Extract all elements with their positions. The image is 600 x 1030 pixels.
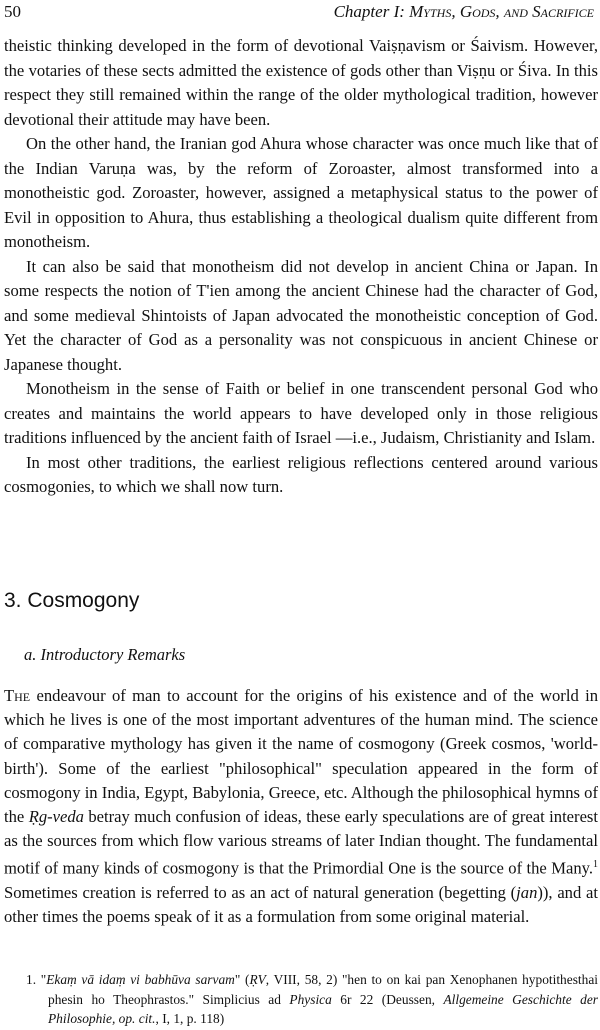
text-run: , I, 1, p. 118) [155,1011,225,1026]
chapter-prefix: Chapter I: [333,2,405,21]
text-run: " [36,972,47,987]
section-heading: 3. Cosmogony [4,589,140,612]
sanskrit-quote: Ekaṃ vā idaṃ vi babhūva sarvam [46,972,235,987]
physica-title: Physica [289,991,332,1007]
chapter-title [334,2,594,22]
body-text [4,34,598,500]
subsection-heading: a. Introductory Remarks [24,645,186,664]
paragraph: theistic thinking developed in the form of devotional Vaiṣṇavism or Śaivism. However, the votaries of these sects admitted the existence of gods other than Viṣṇu or Śiva. In this respect they still remained within the range of the older mythological tradition, however devotional their attitude may have been. [4,36,598,129]
paragraph: Monotheism in the sense of Faith or belief in one transcendent personal God who creates and maintains the world appears to have developed only in those religious traditions influenced by the ancient faith of Israel —i.e., Judaism, Christianity and Islam. [4,379,598,447]
page-number: 50 [4,2,21,21]
text-run: " ( [234,972,250,987]
text-run: endeavour of man to account for the origins of his existence and of the world in which he lives is one of the most important adventures of the human mind. The science of comparative mythology has given it the name of cosmogony (Greek cosmos, 'world-birth'). Some of the earliest "philosophical" speculation appeared in the form of cosmogony in India, Egypt, Babylonia, Greece, etc. Although the philosophical hymns of the [4,686,598,827]
text-run: 6r 22 (Deussen, [331,991,444,1007]
footnote-text [26,970,598,1029]
text-run: , VIII, 58, 2) "hen to on kai pan Xenophanen hypotithesthai phesin ho Theophrastos." Simplicius ad [48,972,598,1007]
text-run: )), and at other times the poems speak of it as a formulation from some original material. [4,883,599,927]
chapter-title-text: Myths, Gods, and Sacrifice [409,2,594,21]
paragraph: In most other traditions, the earliest religious reflections centered around various cosmogonies, to which we shall now turn. [4,452,598,496]
paragraph: It can also be said that monotheism did not develop in ancient China or Japan. In some respects the notion of T'ien among the ancient Chinese had the character of God, and some medieval Shintoists of Japan advocated the monotheistic conception of God. Yet the character of God as a personality was not conspicuous in ancient Chinese or Japanese thought. [4,256,598,374]
footnote-number: 1. [26,972,37,987]
work-title: Allgemeine Geschichte der Philosophie, op. cit. [48,991,599,1026]
paragraph [4,684,598,930]
lead-word: The [4,686,31,705]
footnote-ref[interactable]: 1 [593,859,598,871]
cosmogony-text [4,684,598,930]
rgveda-term: Ṛg-veda [28,807,84,827]
running-head [4,2,594,28]
text-run: betray much confusion of ideas, these early speculations are of great interest as the sources from which flow various streams of later Indian thought. The fundamental motif of many kinds of cosmogony is that the Primordial One is the source of the Many. [4,807,599,878]
rv-abbrev: ṚV [249,972,266,987]
text-run: Sometimes creation is referred to as an act of natural generation (begetting ( [4,883,517,903]
footnote [26,970,598,1029]
jan-term: jan [516,883,538,903]
paragraph: On the other hand, the Iranian god Ahura whose character was once much like that of the Indian Varuṇa was, by the reform of Zoroaster, almost transformed into a monotheistic god. Zoroaster, however, assigned a metaphysical status to the power of Evil in opposition to Ahura, thus establishing a theological dualism quite different from monotheism. [4,134,598,251]
